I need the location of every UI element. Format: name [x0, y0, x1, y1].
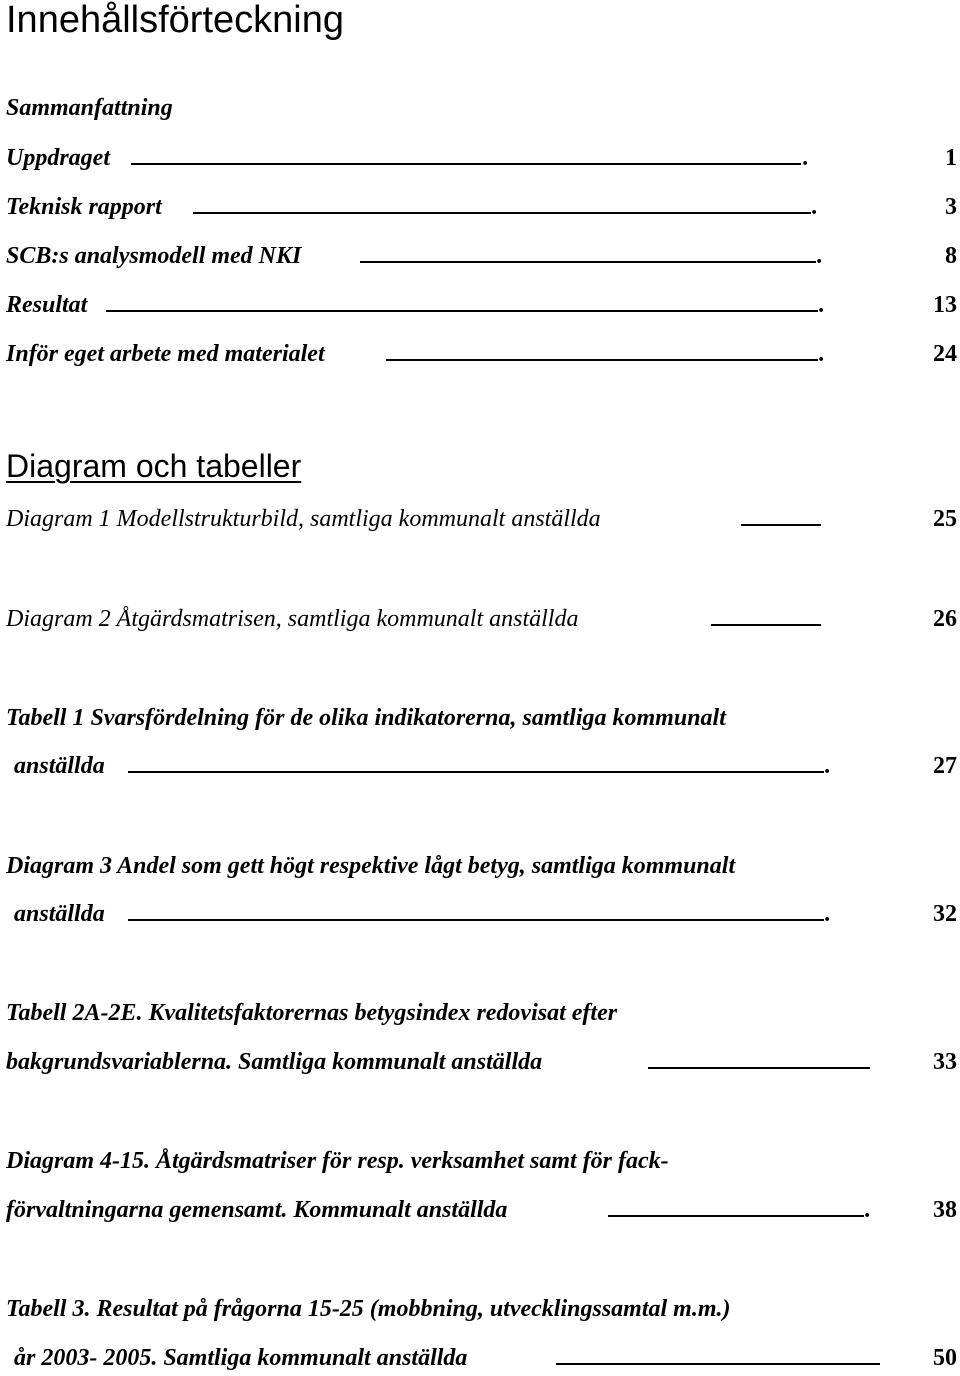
dot-leader — [648, 1067, 870, 1069]
figure-entry-diagram-3-line2[interactable] — [14, 898, 960, 930]
leader-end: . — [819, 341, 825, 367]
leader-end: . — [819, 292, 825, 318]
leader-end: . — [865, 1197, 871, 1223]
figure-entry-label: Diagram 1 Modellstrukturbild, samtliga kommunalt anställda — [6, 506, 601, 532]
figure-entry-tabell-2-line2[interactable] — [6, 1046, 960, 1078]
figure-entry-diagram-2[interactable] — [6, 603, 960, 635]
figure-entry-label: Tabell 2A-2E. Kvalitetsfaktorernas betygsindex redovisat efter — [6, 1000, 618, 1026]
figure-entry-label: Diagram 3 Andel som gett högt respektive lågt betyg, samtliga kommunalt — [6, 853, 736, 879]
toc-heading: Innehållsförteckning — [6, 0, 344, 41]
leader-end: . — [817, 243, 823, 269]
figure-entry-diagram-3-line1[interactable] — [6, 850, 960, 882]
page-number: 25 — [933, 506, 957, 532]
toc-entry-label: Uppdraget — [6, 145, 110, 171]
page-number: 1 — [945, 145, 957, 171]
page-number: 8 — [945, 243, 957, 269]
dot-leader — [106, 310, 818, 312]
figure-entry-diagram-4-15-line1[interactable] — [6, 1145, 960, 1177]
figure-entry-tabell-1-line1[interactable] — [6, 702, 960, 734]
toc-entry-label: Inför eget arbete med materialet — [6, 341, 325, 367]
page-number: 24 — [933, 341, 957, 367]
figure-entry-tabell-3-line1[interactable] — [6, 1293, 960, 1325]
leader-end: . — [825, 901, 831, 927]
toc-entry-infor-eget-arbete[interactable] — [6, 338, 960, 370]
dot-leader — [608, 1215, 864, 1217]
page-number: 13 — [933, 292, 957, 318]
page-number: 32 — [933, 901, 957, 927]
figure-entry-diagram-4-15-line2[interactable] — [6, 1194, 960, 1226]
figure-entry-label: Diagram 4-15. Åtgärdsmatriser för resp. verksamhet samt för fack- — [6, 1148, 669, 1174]
toc-entry-label: SCB:s analysmodell med NKI — [6, 243, 302, 269]
leader-end: . — [825, 753, 831, 779]
figure-entry-label: Diagram 2 Åtgärdsmatrisen, samtliga kommunalt anställda — [6, 606, 579, 632]
dot-leader — [193, 212, 811, 214]
page-number: 26 — [933, 606, 957, 632]
figure-entry-label: anställda — [14, 901, 105, 927]
toc-entry-scb-analysmodell[interactable] — [6, 240, 960, 272]
dot-leader — [556, 1363, 880, 1365]
toc-entry-label: Teknisk rapport — [6, 194, 162, 220]
figure-entry-label: Tabell 1 Svarsfördelning för de olika indikatorerna, samtliga kommunalt — [6, 705, 726, 731]
toc-entry-label: Sammanfattning — [6, 95, 173, 121]
figure-entry-label: Tabell 3. Resultat på frågorna 15-25 (mobbning, utvecklingssamtal m.m.) — [6, 1296, 731, 1322]
toc-entry-resultat[interactable] — [6, 289, 960, 321]
leader-end: . — [803, 145, 809, 171]
toc-entry-uppdraget[interactable] — [6, 142, 960, 174]
dot-leader — [386, 359, 818, 361]
figure-entry-diagram-1[interactable] — [6, 503, 960, 535]
figure-entry-label: förvaltningarna gemensamt. Kommunalt anställda — [6, 1197, 508, 1223]
page-number: 50 — [933, 1345, 957, 1371]
dot-leader — [131, 163, 801, 165]
dot-leader — [128, 771, 824, 773]
dot-leader — [128, 919, 824, 921]
dot-leader — [711, 624, 821, 626]
diagrams-heading: Diagram och tabeller — [6, 448, 302, 484]
figure-entry-tabell-1-line2[interactable] — [14, 750, 960, 782]
page-number: 3 — [945, 194, 957, 220]
toc-entry-sammanfattning[interactable] — [6, 92, 960, 124]
figure-entry-label: anställda — [14, 753, 105, 779]
figure-entry-tabell-3-line2[interactable] — [14, 1342, 960, 1374]
figure-entry-label: bakgrundsvariablerna. Samtliga kommunalt anställda — [6, 1049, 543, 1075]
toc-entry-label: Resultat — [6, 292, 88, 318]
page-number: 38 — [933, 1197, 957, 1223]
dot-leader — [360, 261, 816, 263]
page-number: 33 — [933, 1049, 957, 1075]
toc-entry-teknisk-rapport[interactable] — [6, 191, 960, 223]
leader-end: . — [812, 194, 818, 220]
page-number: 27 — [933, 753, 957, 779]
figure-entry-tabell-2-line1[interactable] — [6, 997, 960, 1029]
figure-entry-label: år 2003- 2005. Samtliga kommunalt anställda — [14, 1345, 468, 1371]
dot-leader — [741, 524, 821, 526]
